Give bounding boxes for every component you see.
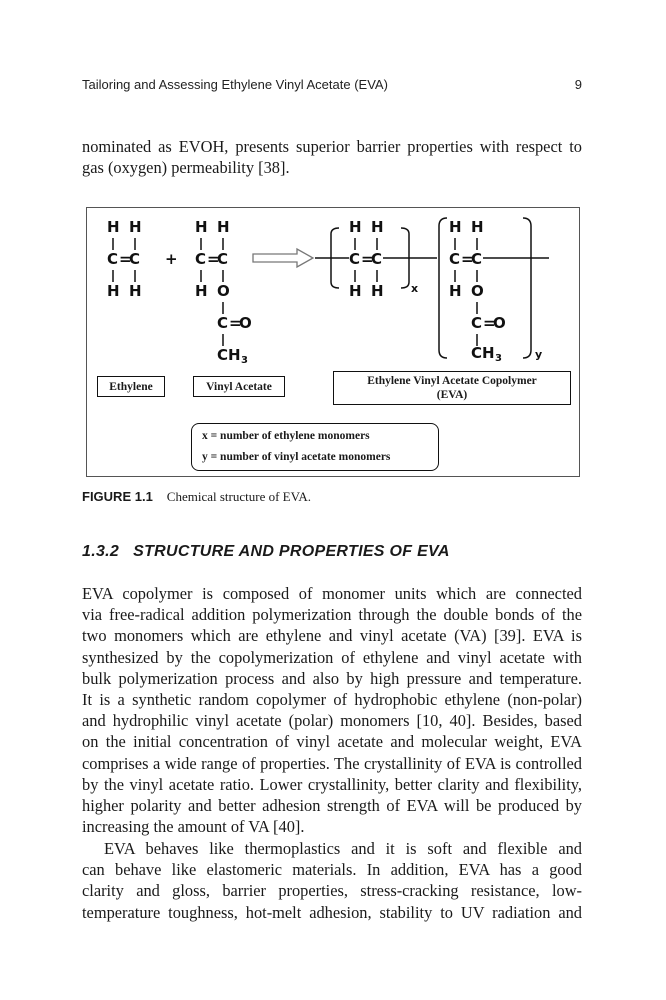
atom-c: C: [217, 250, 229, 268]
text-line: bulk polymerization process and also by high pressure and temperature.: [82, 668, 582, 688]
subscript-3: 3: [495, 353, 502, 364]
text-line: via free-radical addition polymerization through the double bonds of the: [82, 605, 582, 625]
text-line: It is a synthetic random copolymer of hydrophobic ethylene (non-polar): [82, 689, 582, 709]
atom-c: C: [129, 250, 141, 268]
running-title: Tailoring and Assessing Ethylene Vinyl Acetate (EVA): [82, 77, 388, 92]
atom-c: C: [371, 250, 383, 268]
text-line: on the initial concentration of vinyl acetate and molecular weight, EVA: [82, 732, 582, 752]
section-heading: [82, 543, 450, 561]
double-bond: =: [119, 250, 132, 268]
text-line: and hydrophilic vinyl acetate (polar) monomers [10, 40]. Besides, based: [82, 711, 582, 731]
atom-o: O: [471, 282, 484, 300]
legend-x-definition: x = number of ethylene monomers: [202, 430, 370, 442]
atom-c: C: [217, 314, 229, 332]
methyl-group: CH: [217, 346, 241, 364]
atom-c: C: [471, 314, 483, 332]
eva-copolymer-label: [333, 371, 571, 405]
caption-text: Chemical structure of EVA.: [166, 489, 311, 504]
double-bond: =: [229, 314, 242, 332]
vinyl-acetate-label: Vinyl Acetate: [193, 376, 285, 397]
text-line: two monomers which are ethylene and vinyl acetate (VA) [39]. EVA is: [82, 626, 582, 646]
text-line: EVA copolymer is composed of monomer units which are connected: [82, 584, 582, 603]
bracket-left: [439, 218, 447, 358]
plus-sign: +: [165, 250, 178, 268]
atom-h: H: [471, 218, 484, 236]
double-bond: =: [207, 250, 220, 268]
ethylene-molecule: [107, 218, 142, 300]
text-line: can behave like elastomeric materials. In addition, EVA has a good: [82, 860, 582, 880]
atom-o: O: [493, 314, 506, 332]
section-title: STRUCTURE AND PROPERTIES OF EVA: [133, 543, 450, 560]
atom-o: O: [217, 282, 230, 300]
methyl-group: CH: [471, 344, 495, 362]
text-line: comprises a wide range of properties. The crystallinity of EVA is controlled: [82, 753, 582, 773]
body-paragraph-2: [82, 838, 582, 923]
subscript-y: y: [535, 348, 543, 361]
bracket-right: [523, 218, 531, 358]
atom-c: C: [349, 250, 361, 268]
text-line: synthesized by the copolymerization of ethylene and vinyl acetate with: [82, 647, 582, 667]
subscript-3: 3: [241, 355, 248, 366]
body-paragraph-1: [82, 583, 582, 837]
text-line: by the vinyl acetate ratio. Lower crystallinity, better clarity and flexibility,: [82, 774, 582, 794]
ethylene-label: Ethylene: [97, 376, 165, 397]
text-line: temperature toughness, hot-melt adhesion, stability to UV radiation and: [82, 902, 582, 922]
eva-vinyl-acetate-unit: [439, 218, 549, 364]
subscript-x: x: [411, 282, 419, 295]
atom-h: H: [195, 282, 208, 300]
atom-h: H: [107, 218, 120, 236]
double-bond: =: [461, 250, 474, 268]
reaction-arrow: [253, 249, 313, 267]
eva-ethylene-unit: [315, 218, 437, 300]
atom-c: C: [107, 250, 119, 268]
atom-h: H: [129, 218, 142, 236]
figure-caption: [82, 489, 311, 505]
atom-h: H: [217, 218, 230, 236]
text-line: higher polarity and better adhesion strength of EVA will be produced by: [82, 795, 582, 815]
atom-h: H: [371, 218, 384, 236]
text-line: clarity and gloss, barrier properties, stress-cracking resistance, low-: [82, 881, 582, 901]
caption-label: FIGURE 1.1: [82, 489, 153, 504]
intro-paragraph: [82, 136, 582, 178]
atom-h: H: [195, 218, 208, 236]
atom-h: H: [107, 282, 120, 300]
double-bond: =: [361, 250, 374, 268]
monomer-legend: [191, 423, 439, 471]
atom-c: C: [471, 250, 483, 268]
eva-copolymer-label-line2: (EVA): [436, 389, 468, 401]
double-bond: =: [483, 314, 496, 332]
atom-h: H: [349, 282, 362, 300]
text-line: nominated as EVOH, presents superior barrier properties with respect to: [82, 137, 582, 156]
atom-o: O: [239, 314, 252, 332]
atom-c: C: [195, 250, 207, 268]
running-header: [82, 77, 582, 92]
eva-copolymer-label-line1: Ethylene Vinyl Acetate Copolymer: [367, 375, 537, 387]
atom-c: C: [449, 250, 461, 268]
text-line: increasing the amount of VA [40].: [82, 817, 305, 837]
page-number: 9: [574, 77, 582, 92]
atom-h: H: [449, 218, 462, 236]
text-line: EVA behaves like thermoplastics and it is soft and flexible and: [104, 839, 582, 858]
figure-eva-structure: [86, 207, 580, 477]
text-line: gas (oxygen) permeability [38].: [82, 158, 290, 178]
vinyl-acetate-molecule: [195, 218, 252, 366]
section-number: 1.3.2: [82, 543, 120, 560]
atom-h: H: [371, 282, 384, 300]
atom-h: H: [449, 282, 462, 300]
atom-h: H: [349, 218, 362, 236]
atom-h: H: [129, 282, 142, 300]
legend-y-definition: y = number of vinyl acetate monomers: [202, 451, 391, 463]
